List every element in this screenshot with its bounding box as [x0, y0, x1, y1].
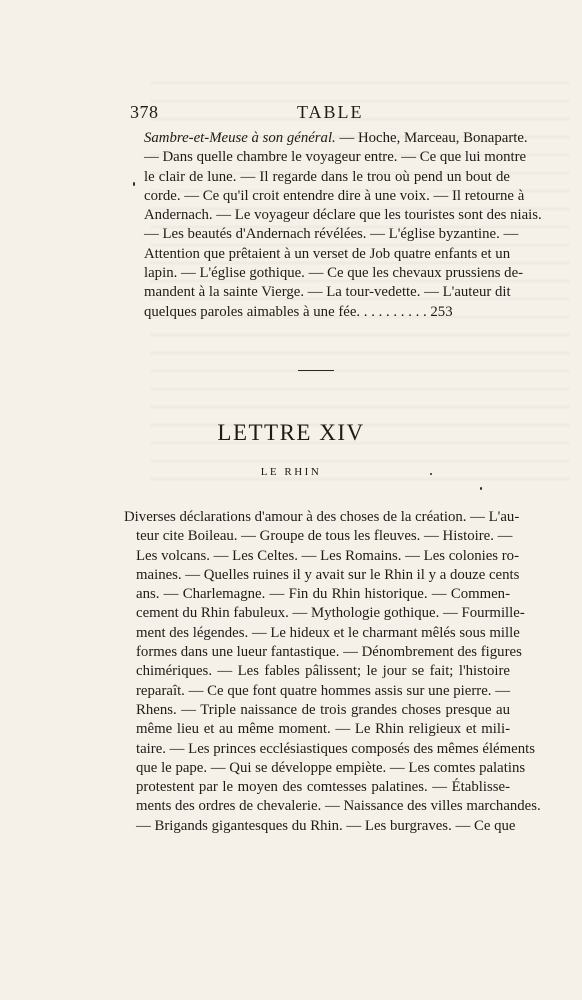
- summary-line: protestent par le moyen des comtesses palatines. — Établisse-: [136, 779, 510, 796]
- toc-line: Andernach. — Le voyageur déclare que les touristes sont des niais.: [144, 207, 542, 224]
- chapter-title: LETTRE XIV: [217, 420, 365, 445]
- summary-line: — Brigands gigantesques du Rhin. — Les burgraves. — Ce que: [136, 817, 516, 834]
- toc-entry-continuation: [144, 129, 542, 322]
- summary-line: teur cite Boileau. — Groupe de tous les fleuves. — Histoire. —: [136, 528, 513, 545]
- toc-line-rest: — Hoche, Marceau, Bonaparte.: [335, 130, 528, 146]
- toc-italic-lead: Sambre-et-Meuse à son général.: [144, 130, 336, 146]
- toc-line: Attention que prêtaient à un verset de Job quatre enfants et un: [144, 245, 511, 262]
- ink-speck: [480, 487, 482, 490]
- summary-line: ans. — Charlemagne. — Fin du Rhin historique. — Commen-: [136, 586, 510, 603]
- summary-line: formes dans une lueur fantastique. — Dénombrement des figures: [136, 644, 522, 661]
- toc-line: le clair de lune. — Il regarde dans le trou où pend un bout de: [144, 168, 510, 185]
- summary-line: Diverses déclarations d'amour à des choses de la création. — L'au-: [124, 509, 520, 525]
- page-number: 378: [130, 102, 159, 122]
- toc-line: — Dans quelle chambre le voyageur entre. — Ce que lui montre: [144, 149, 527, 166]
- toc-line: — Les beautés d'Andernach révélées. — L'église byzantine. —: [144, 226, 519, 243]
- toc-line-with-page-ref: quelques paroles aimables à une fée. . . . . . . . . . 253: [144, 303, 453, 320]
- toc-line: corde. — Ce qu'il croit entendre dire à une voix. — Il retourne à: [144, 187, 525, 204]
- summary-line: cement du Rhin fabuleux. — Mythologie gothique. — Fourmille-: [136, 605, 525, 622]
- toc-line: mandent à la sainte Vierge. — La tour-vedette. — L'auteur dit: [144, 284, 511, 301]
- summary-line: que le pape. — Qui se développe empiète. — Les comtes palatins: [136, 759, 526, 776]
- toc-line: [144, 129, 528, 148]
- ink-speck: [133, 182, 135, 186]
- summary-line: même lieu et au même moment. — Le Rhin religieux et mili-: [136, 721, 510, 738]
- summary-line: reparaît. — Ce que font quatre hommes assis sur une pierre. —: [136, 682, 510, 699]
- summary-line: ments des ordres de chevalerie. — Naissance des villes marchandes.: [136, 798, 541, 815]
- summary-line: maines. — Quelles ruines il y avait sur le Rhin il y a douze cents: [136, 566, 520, 583]
- summary-line: ment des légendes. — Le hideux et le charmant mêlés sous mille: [136, 624, 520, 641]
- running-header: [130, 102, 512, 126]
- chapter-subtitle: LE RHIN: [260, 466, 322, 478]
- toc-line: lapin. — L'église gothique. — Ce que les chevaux prussiens de-: [144, 265, 524, 282]
- chapter-summary: [124, 508, 541, 836]
- summary-line: taire. — Les princes ecclésiastiques composés des mêmes éléments: [136, 740, 535, 757]
- summary-line: Les volcans. — Les Celtes. — Les Romains. — Les colonies ro-: [136, 547, 519, 564]
- section-divider: [298, 370, 334, 371]
- summary-line: Rhens. — Triple naissance de trois grandes choses presque au: [136, 701, 510, 718]
- running-title: TABLE: [297, 102, 364, 122]
- summary-line: chimériques. — Les fables pâlissent; le jour se fait; l'histoire: [136, 663, 510, 680]
- ink-speck: [430, 473, 432, 475]
